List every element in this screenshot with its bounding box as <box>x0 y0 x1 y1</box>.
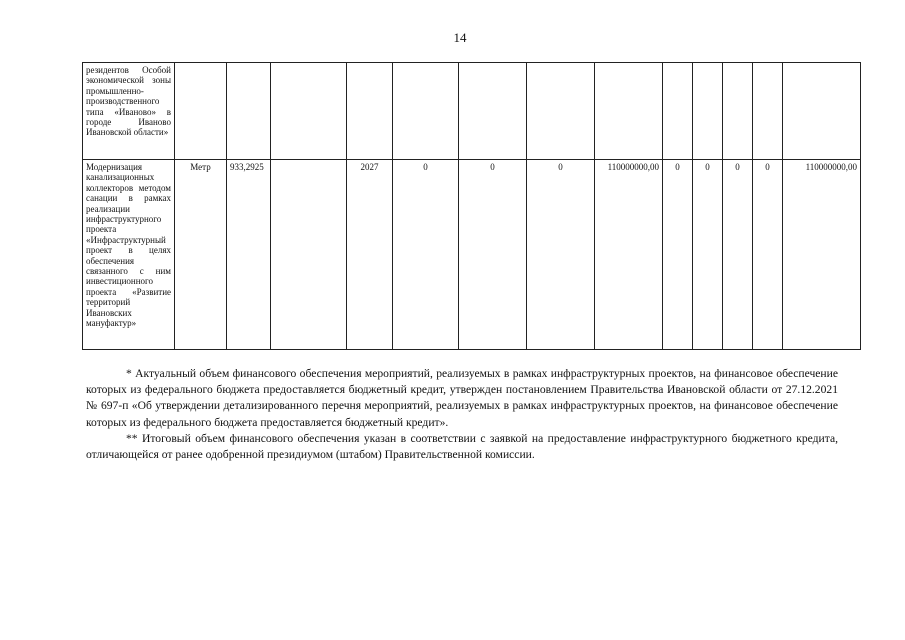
footnote-1: * Актуальный объем финансового обеспечения мероприятий, реализуемых в рамках инфраструктурных проектов, на финансовое обеспечение которых из федерального бюджета предоставляется бюджетный кредит, утвержден постановлением Правительства Ивановской области от 27.12.2021 № 697-п «Об утверждении детализированного перечня мероприятий, реализуемых в рамках инфраструктурных проектов, на финансовое обеспечение которых из федерального бюджета предоставляется бюджетный кредит». <box>86 367 838 429</box>
total-cell: 110000000,00 <box>783 160 861 350</box>
quantity-cell: 933,2925 <box>227 160 271 350</box>
table-cell <box>271 63 347 160</box>
table-cell <box>393 63 459 160</box>
measure-description: Модернизация канализационных коллекторов методом санации в рамках реализации инфраструктурного проекта «Инфраструктурный проект в целях обеспечения связанного с ним инвестиционного проекта «Развитие территорий Ивановских мануфактур» <box>83 160 175 350</box>
table-cell <box>271 160 347 350</box>
measures-table <box>82 62 861 350</box>
measure-description: резидентов Особой экономической зоны промышленно-производственного типа «Иваново» в городе Иваново Ивановской области» <box>83 63 175 160</box>
table-cell <box>175 63 227 160</box>
table-cell <box>663 63 693 160</box>
table-cell <box>783 63 861 160</box>
value-cell: 0 <box>693 160 723 350</box>
table-cell <box>459 63 527 160</box>
table-cell <box>723 63 753 160</box>
amount-cell: 110000000,00 <box>595 160 663 350</box>
table-cell <box>527 63 595 160</box>
table-cell <box>693 63 723 160</box>
footnote-2: ** Итоговый объем финансового обеспечения указан в соответствии с заявкой на предоставление инфраструктурного бюджетного кредита, отличающейся от ранее одобренной президиумом (штабом) Правительственной комиссии. <box>86 431 838 462</box>
table-row <box>83 63 861 160</box>
year-cell: 2027 <box>347 160 393 350</box>
table-cell <box>595 63 663 160</box>
unit-cell: Метр <box>175 160 227 350</box>
table-cell <box>753 63 783 160</box>
table-row <box>83 160 861 350</box>
value-cell: 0 <box>753 160 783 350</box>
value-cell: 0 <box>527 160 595 350</box>
value-cell: 0 <box>393 160 459 350</box>
footnotes <box>86 366 838 463</box>
page-number: 14 <box>453 30 467 45</box>
value-cell: 0 <box>663 160 693 350</box>
value-cell: 0 <box>723 160 753 350</box>
table-cell <box>347 63 393 160</box>
table-cell <box>227 63 271 160</box>
value-cell: 0 <box>459 160 527 350</box>
